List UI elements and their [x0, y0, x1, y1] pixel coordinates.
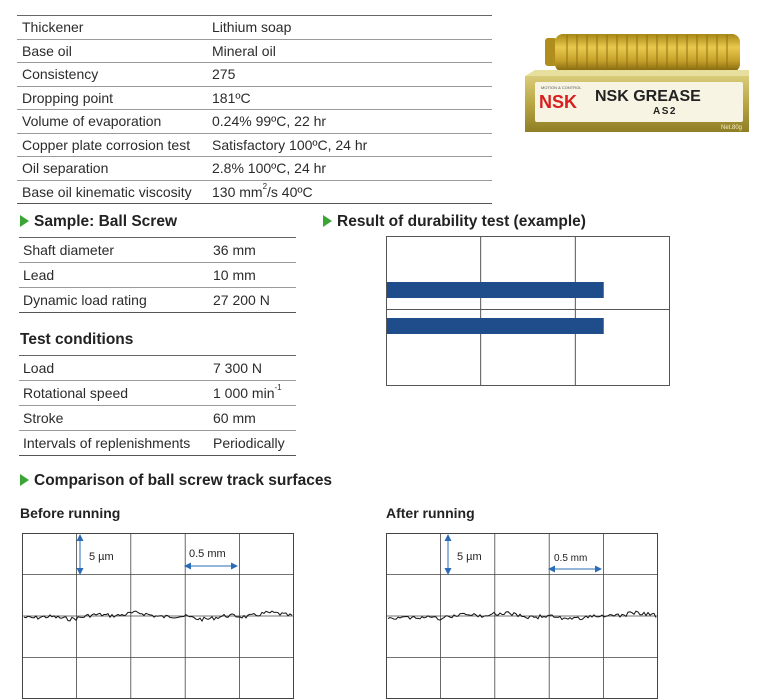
sample-param-value: 36 mm — [213, 242, 256, 258]
property-name: Copper plate corrosion test — [22, 136, 191, 153]
conditions-table — [19, 355, 296, 456]
product-model: AS2 — [653, 106, 677, 117]
triangle-bullet-icon — [323, 215, 332, 227]
sample-param-name: Dynamic load rating — [23, 292, 147, 308]
table-row — [17, 63, 492, 87]
property-name: Oil separation — [22, 160, 109, 177]
sample-param-name: Shaft diameter — [23, 242, 115, 258]
value-text: 130 mm — [212, 183, 263, 200]
property-value: 275 — [212, 66, 236, 83]
table-row — [17, 87, 492, 111]
durability-chart — [386, 236, 670, 386]
after-running-label: After running — [386, 505, 475, 521]
property-value: 2.8% 100ºC, 24 hr — [212, 160, 327, 177]
surface-chart-before — [22, 533, 294, 699]
brand-tagline: MOTION & CONTROL — [541, 85, 582, 90]
product-net-weight: Net.80g — [721, 125, 743, 131]
value-superscript: 2 — [262, 181, 268, 191]
table-row — [17, 16, 492, 40]
condition-name: Rotational speed — [23, 385, 129, 401]
sample-table — [19, 237, 296, 313]
conditions-heading: Test conditions — [20, 331, 134, 348]
table-row — [19, 431, 296, 456]
comparison-heading — [20, 473, 332, 489]
horizontal-scale-arrow-icon — [184, 563, 238, 570]
surface-profile-line — [388, 611, 656, 620]
table-row — [19, 406, 296, 431]
sample-param-name: Lead — [23, 267, 55, 283]
chart-frame — [387, 237, 670, 386]
sample-param-value: 10 mm — [213, 267, 256, 283]
table-row — [17, 40, 492, 64]
condition-name: Intervals of replenishments — [23, 435, 191, 451]
table-row — [19, 356, 296, 381]
brand-logo: NSK — [539, 92, 578, 112]
table-row — [19, 288, 296, 313]
horizontal-scale-label: 0.5 mm — [554, 553, 588, 564]
property-value: Satisfactory 100ºC, 24 hr — [212, 136, 368, 153]
grease-tube — [545, 34, 740, 72]
triangle-bullet-icon — [20, 474, 29, 486]
chart-bars — [387, 282, 604, 334]
condition-value — [213, 383, 282, 401]
property-value: 0.24% 99ºC, 22 hr — [212, 113, 327, 130]
table-row — [17, 110, 492, 134]
product-name: NSK GREASE — [595, 88, 701, 105]
condition-name: Load — [23, 360, 55, 376]
property-value: Mineral oil — [212, 42, 276, 59]
chart-grid — [386, 236, 670, 386]
value-text: 1 000 min — [213, 385, 275, 401]
surface-chart-after — [386, 533, 658, 699]
value-text: /s 40ºC — [267, 183, 313, 200]
sample-heading-text: Sample: Ball Screw — [34, 213, 178, 230]
durability-heading — [323, 214, 586, 230]
condition-value: 7 300 N — [213, 360, 263, 376]
durability-heading-text: Result of durability test (example) — [337, 213, 586, 230]
condition-value: 60 mm — [213, 410, 256, 426]
property-value: 181ºC — [212, 89, 251, 106]
table-row — [17, 134, 492, 158]
property-value: Lithium soap — [212, 19, 292, 36]
comparison-heading-text: Comparison of ball screw track surfaces — [34, 472, 333, 489]
condition-name: Stroke — [23, 410, 64, 426]
horizontal-scale-label: 0.5 mm — [189, 548, 226, 560]
property-name: Dropping point — [22, 89, 114, 106]
properties-table — [17, 15, 492, 204]
horizontal-scale-arrow-icon — [548, 566, 602, 573]
condition-value: Periodically — [213, 435, 285, 451]
vertical-scale-label: 5 µm — [89, 551, 114, 563]
before-running-label: Before running — [20, 505, 121, 521]
property-name: Base oil kinematic viscosity — [22, 183, 192, 200]
table-row — [19, 263, 296, 288]
vertical-scale-label: 5 µm — [457, 551, 482, 563]
property-name: Consistency — [22, 66, 99, 83]
property-name: Base oil — [22, 42, 72, 59]
table-row — [17, 181, 492, 205]
property-value — [212, 181, 313, 200]
triangle-bullet-icon — [20, 215, 29, 227]
vertical-scale-arrow-icon — [77, 534, 84, 575]
durability-bar — [387, 282, 604, 298]
table-row — [17, 157, 492, 181]
property-name: Thickener — [22, 19, 84, 36]
durability-bar — [387, 318, 604, 334]
table-row — [19, 381, 296, 406]
value-superscript: -1 — [274, 383, 282, 392]
sample-param-value: 27 200 N — [213, 292, 270, 308]
table-row — [19, 238, 296, 263]
product-image — [525, 30, 753, 133]
property-name: Volume of evaporation — [22, 113, 162, 130]
sample-heading — [20, 214, 177, 230]
vertical-scale-arrow-icon — [445, 534, 452, 575]
